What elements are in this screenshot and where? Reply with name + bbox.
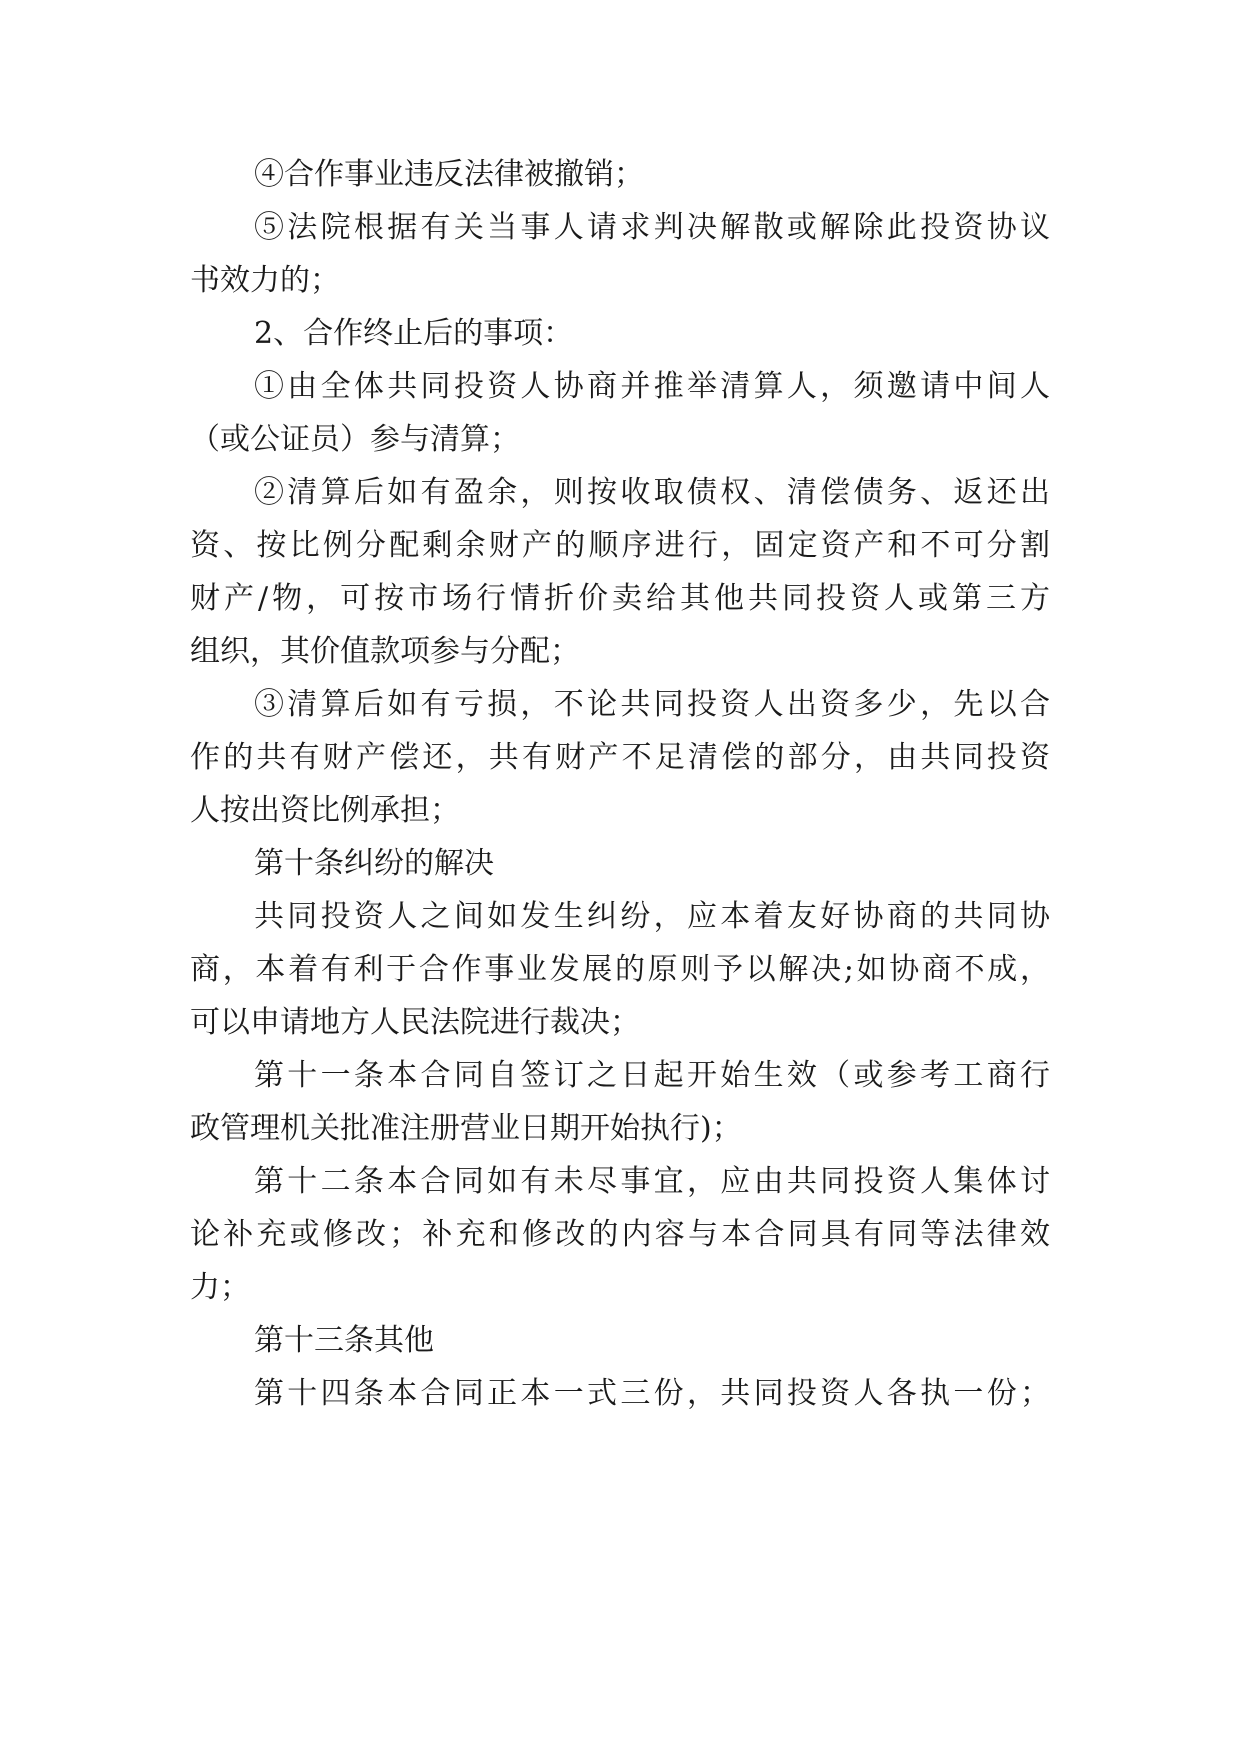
text-line-20: 第十二条本合同如有未尽事宜，应由共同投资人集体讨 [254,1164,1050,1199]
text-line-13: 人按出资比例承担； [190,793,460,828]
section-heading-10: 第十条纠纷的解决 [254,846,494,881]
text-line-11: ③清算后如有亏损，不论共同投资人出资多少，先以合 [254,687,1050,722]
text-line-9: 财产/物，可按市场行情折价卖给其他共同投资人或第三方 [190,581,1050,616]
text-line-12: 作的共有财产偿还，共有财产不足清偿的部分，由共同投资 [190,740,1050,775]
text-line-7: ②清算后如有盈余，则按收取债权、清偿债务、返还出 [254,475,1050,510]
text-line-18: 第十一条本合同自签订之日起开始生效（或参考工商行 [254,1058,1050,1093]
text-line-6: （或公证员）参与清算； [190,422,520,457]
text-line-8: 资、按比例分配剩余财产的顺序进行，固定资产和不可分割 [190,528,1050,563]
text-line-16: 商，本着有利于合作事业发展的原则予以解决;如协商不成， [190,952,1050,987]
text-line-21: 论补充或修改；补充和修改的内容与本合同具有同等法律效 [190,1217,1050,1252]
text-line-15: 共同投资人之间如发生纠纷，应本着友好协商的共同协 [254,899,1050,934]
section-heading-13: 第十三条其他 [254,1323,434,1358]
text-line-24: 第十四条本合同正本一式三份，共同投资人各执一份； [254,1376,1050,1411]
text-line-5: ①由全体共同投资人协商并推举清算人，须邀请中间人 [254,369,1050,404]
text-line-17: 可以申请地方人民法院进行裁决； [190,1005,640,1040]
text-line-2: ⑤法院根据有关当事人请求判决解散或解除此投资协议 [254,210,1050,245]
text-line-10: 组织，其价值款项参与分配； [190,634,580,669]
text-line-4: 2、合作终止后的事项： [254,316,574,351]
text-line-22: 力； [190,1270,250,1305]
text-line-3: 书效力的； [190,263,340,298]
text-line-19: 政管理机关批准注册营业日期开始执行)； [190,1111,742,1146]
text-line-1: ④合作事业违反法律被撤销； [254,157,644,192]
